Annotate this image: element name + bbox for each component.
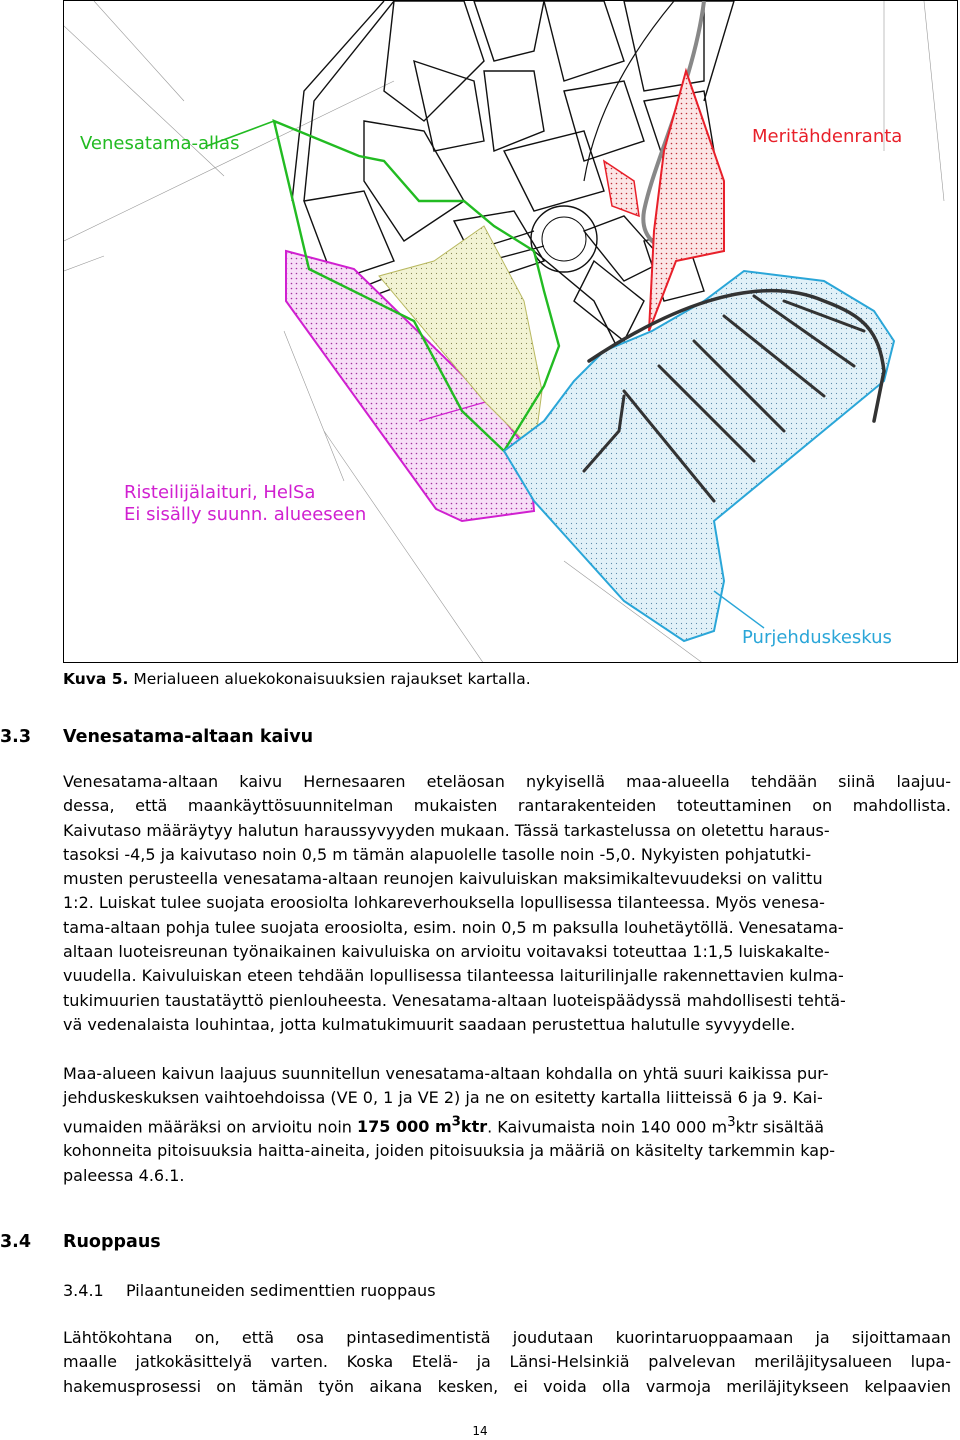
text-line: Maa-alueen kaivun laajuus suunnitellun venesatama-altaan kohdalla on yhtä suuri kaikissa pur- <box>63 1064 829 1083</box>
heading-3-4 <box>0 1232 161 1252</box>
paragraph-3 <box>63 1326 951 1399</box>
text-line: Kaivutaso määräytyy halutun haraussyvyyden mukaan. Tässä tarkastelussa on oletettu haraus- <box>63 820 830 840</box>
text-line: vä vedenalaista louhintaa, jotta kulmatukimuurit saadaan perustettua halutulle syvyydelle. <box>63 1014 796 1034</box>
superscript: 3 <box>451 1114 461 1130</box>
heading-3-3 <box>0 727 313 747</box>
text-line: vuudella. Kaivuluiskan eteen tehdään lopullisessa tilanteessa laiturilinjalle rakennettavien kulma- <box>63 966 844 986</box>
paragraph-2 <box>63 1062 951 1188</box>
text-line: kohonneita pitoisuuksia haitta-aineita, joiden pitoisuuksia ja määriä on käsitelty tarkemmin kap- <box>63 1141 836 1161</box>
subheading-number: 3.4.1 <box>63 1281 104 1300</box>
text-line: jehduskeskuksen vaihtoehdoissa (VE 0, 1 ja VE 2) ja ne on esitetty kartalla liitteissä 6 ja 9. Kai- <box>63 1088 823 1108</box>
sailing-centre-area <box>504 271 894 641</box>
text-line: tasoksi -4,5 ja kaivutaso noin 0,5 m tämän alapuolelle tasolle noin -5,0. Nykyisten pohjatutki- <box>63 844 812 864</box>
paragraph-1 <box>63 770 951 1037</box>
volume-unit: ktr <box>460 1116 488 1136</box>
subheading-title: Pilaantuneiden sedimenttien ruoppaus <box>126 1281 436 1300</box>
label-ei-sisally: Ei sisälly suunn. alueeseen <box>124 504 367 525</box>
text-line: dessa, että maankäyttösuunnitelman mukaisten rantarakenteiden toteuttaminen on mahdollista. <box>63 796 951 816</box>
heading-number: 3.4 <box>0 1232 32 1252</box>
text-line: altaan luoteisreunan työnaikainen kaivuluiska on arvioitu voitavaksi toteuttaa 1:1,5 luiskakalte- <box>63 942 830 962</box>
text-line: Lähtökohtana on, että osa pintasedimentistä joudutaan kuorintaruoppaamaan ja sijoittamaan <box>63 1328 951 1347</box>
heading-title: Venesatama-altaan kaivu <box>63 727 314 747</box>
text-line: paleessa 4.6.1. <box>63 1165 185 1185</box>
caption-label: Kuva 5. <box>63 670 129 688</box>
map-drawing <box>64 1 958 663</box>
label-purjehduskeskus: Purjehduskeskus <box>742 627 892 648</box>
label-risteilijalaituri: Risteilijälaituri, HelSa <box>124 482 316 503</box>
meritahdenranta-area <box>649 71 724 331</box>
text-line: tama-altaan pohja tulee suojata eroosiolta, esim. noin 0,5 m paksulla louhetäytöllä. Venesatama- <box>63 917 844 937</box>
text-line: musten perusteella venesatama-altaan reunojen kaivuluiskan maksimikaltevuudeksi on valittu <box>63 869 823 889</box>
heading-3-4-1 <box>63 1281 436 1300</box>
label-meritahdenranta: Meritähdenranta <box>752 126 903 147</box>
text-line: tukimuurien taustatäyttö pienlouheesta. Venesatama-altaan luoteispäädyssä mahdollisesti tehtä- <box>63 990 846 1010</box>
text-span: . Kaivumaista noin 140 000 m <box>487 1116 728 1136</box>
caption-text: Merialueen aluekokonaisuuksien rajaukset kartalla. <box>128 670 531 688</box>
text-span: vumaiden määräksi on arvioitu noin <box>63 1116 358 1136</box>
heading-number: 3.3 <box>0 727 32 747</box>
figure-caption <box>63 670 531 688</box>
text-line <box>63 1111 951 1140</box>
text-line: maalle jatkokäsittelyä varten. Koska Etelä- ja Länsi-Helsinkiä palvelevan meriläjitysalueen lupa- <box>63 1352 951 1372</box>
text-span: ktr sisältää <box>735 1116 825 1136</box>
heading-title: Ruoppaus <box>63 1232 161 1252</box>
text-line: hakemusprosessi on tämän työn aikana kesken, ei voida olla varmoja meriläjitykseen kelpaavien <box>63 1376 951 1396</box>
text-line: Venesatama-altaan kaivu Hernesaaren eteläosan nykyisellä maa-alueella tehdään siinä laajuu- <box>63 772 951 791</box>
page-number: 14 <box>472 1424 488 1438</box>
map-figure <box>63 0 958 663</box>
superscript: 3 <box>727 1114 736 1130</box>
volume-value <box>357 1114 488 1136</box>
text-line: 1:2. Luiskat tulee suojata eroosiolta lohkareverhouksella lopullisessa tilanteessa. Myös venesa- <box>63 893 825 913</box>
volume-number: 175 000 m <box>357 1116 452 1136</box>
label-venesatama: Venesatama-allas <box>80 133 240 154</box>
